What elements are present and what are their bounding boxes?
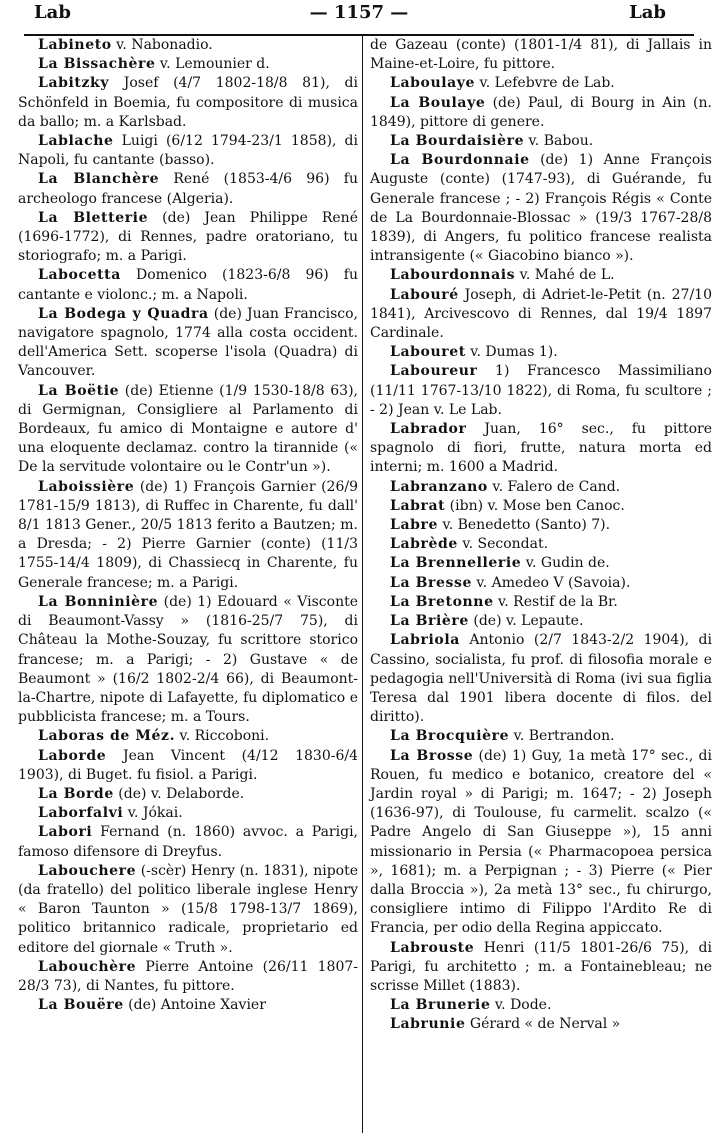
entry-headword: Labourdonnais	[390, 267, 516, 284]
entry-text: v. Bertrandon.	[509, 728, 615, 745]
entry-headword: La Brière	[390, 613, 469, 630]
dictionary-entry	[370, 362, 712, 420]
entry-headword: Laboulaye	[390, 75, 476, 92]
entry-text: v. Lefebvre de Lab.	[475, 75, 615, 92]
entry-text: Fernand (n. 1860) avvoc. a Parigi, famoso difensore di Dreyfus.	[18, 824, 358, 860]
entry-text: (de) Juan Francisco, navigatore spagnolo, 1774 alla costa occident. dell'America Sett. scoperse l'isola (Quadra) di Vancouver.	[18, 305, 358, 380]
entry-headword: La Bourdonnaie	[390, 152, 530, 169]
dictionary-entry	[370, 478, 712, 497]
dictionary-entry	[18, 727, 358, 746]
entry-text: Josef (4/7 1802-18/8 81), di Schönfeld in Boemia, fu compositore di musica da ballo; m. a Karlsbad.	[18, 75, 358, 130]
entry-headword: La Brocquière	[390, 728, 510, 745]
dictionary-entry	[370, 1015, 712, 1034]
entry-text: v. Riccoboni.	[175, 728, 270, 745]
dictionary-entry	[370, 151, 712, 266]
entry-text: Jean Vincent (4/12 1830-6/4 1903), di Buget. fu fisiol. a Parigi.	[18, 747, 358, 783]
entry-headword: La Brunerie	[390, 997, 491, 1014]
entry-text: v. Nabonadio.	[111, 37, 213, 53]
entry-text: (de) v. Delaborde.	[113, 785, 245, 802]
dictionary-entry	[18, 996, 358, 1015]
dictionary-entry	[18, 170, 358, 208]
entry-headword: La Brennellerie	[390, 555, 522, 572]
entry-text: (de) Antoine Xavier	[123, 997, 266, 1014]
entry-text: v. Dumas 1).	[465, 344, 558, 361]
dictionary-entry	[370, 612, 712, 631]
dictionary-entry	[18, 823, 358, 861]
dictionary-entry	[370, 939, 712, 997]
dictionary-entry	[370, 94, 712, 132]
entry-text: v. Benedetto (Santo) 7).	[438, 517, 611, 534]
dictionary-entry	[370, 36, 712, 74]
entry-text: (-scèr) Henry (n. 1831), nipote (da fratello) del politico liberale inglese Henry « Baron Taunton » (15/8 1798-13/7 1869), politico britannico radicale, proprietario ed editore del giornale « Truth ».	[18, 862, 358, 956]
entry-text: Juan, 16° sec., fu pittore spagnolo di fiori, frutte, natura morta ed interni; m. 1600 a Madrid.	[370, 421, 712, 476]
entry-headword: Laboissière	[38, 478, 135, 495]
entry-headword: Laboureur	[390, 363, 478, 380]
entry-headword: La Bouëre	[38, 997, 124, 1014]
dictionary-entry	[370, 996, 712, 1015]
header-right-guide-word: Lab	[629, 2, 666, 23]
entry-headword: Labriola	[390, 632, 460, 649]
dictionary-entry	[18, 785, 358, 804]
entry-headword: La Boëtie	[38, 382, 120, 399]
dictionary-entry	[370, 727, 712, 746]
entry-headword: Labouret	[390, 344, 466, 361]
entry-text: v. Lemounier d.	[155, 56, 270, 73]
entry-text: Joseph, di Adriet-le-Petit (n. 27/10 1841), Arcivescovo di Rennes, dal 19/4 1897 Cardinale.	[370, 286, 712, 342]
dictionary-entry	[370, 132, 712, 151]
dictionary-entry	[18, 132, 358, 170]
dictionary-entry	[370, 516, 712, 535]
entry-text: (de) 1) Anne François Auguste (conte) (1747-93), di Guérande, fu Generale francese ; - 2) François Régis « Conte de La Bourdonnaie-Blossac » (19/3 1767-28/8 1839), di Angers, fu politico francese realista intransigente (« Giacobino bianco »).	[370, 152, 712, 265]
entry-text: v. Mahé de L.	[515, 267, 615, 284]
entry-text: (de) 1) François Garnier (26/9 1781-15/9 1813), di Ruffec in Charente, fu dall' 8/1 1813 Gener., 20/5 1813 ferito a Bautzen; m. a Dresda; - 2) Pierre Garnier (conte) (11/3 1755-14/4 1809), di Chassiecq in Charente, fu Generale francese; m. a Parigi.	[18, 478, 358, 591]
entry-text: v. Secondat.	[457, 536, 549, 553]
entry-headword: Labouchere	[38, 862, 137, 879]
dictionary-entry	[370, 343, 712, 362]
entry-headword: La Bletterie	[38, 209, 149, 226]
dictionary-entry	[18, 266, 358, 304]
entry-headword: Labori	[38, 824, 93, 841]
column-divider	[362, 36, 363, 1133]
entry-headword: Labitzky	[38, 75, 110, 92]
page-number: — 1157 —	[309, 2, 409, 23]
entry-headword: Labrouste	[390, 939, 475, 956]
entry-headword: Laboras de Méz.	[38, 728, 176, 745]
entry-text: (de) v. Lepaute.	[468, 613, 584, 630]
entry-headword: Labouré	[390, 286, 459, 303]
entry-text: (ibn) v. Mose ben Canoc.	[445, 497, 625, 514]
entry-headword: Laborfalvi	[38, 805, 124, 822]
entry-headword: Lablache	[38, 133, 114, 150]
entry-headword: La Bresse	[390, 574, 472, 591]
entry-text: Pierre Antoine (26/11 1807-28/3 73), di Nantes, fu pittore.	[18, 958, 358, 994]
entry-text: v. Babou.	[524, 133, 594, 150]
entry-headword: La Borde	[38, 785, 114, 802]
entry-text: Domenico (1823-6/8 96) fu cantante e violonc.; m. a Napoli.	[18, 267, 358, 303]
page-header	[24, 0, 694, 36]
entry-text: Luigi (6/12 1794-23/1 1858), di Napoli, fu cantante (basso).	[18, 133, 358, 169]
dictionary-entry	[370, 574, 712, 593]
entry-headword: Labrède	[390, 536, 458, 553]
header-left-guide-word: Lab	[34, 2, 71, 23]
dictionary-entry	[370, 593, 712, 612]
entry-text: v. Restif de la Br.	[493, 593, 618, 610]
entry-headword: La Bretonne	[390, 593, 494, 610]
entry-headword: La Bonninière	[38, 593, 159, 610]
entry-headword: Laborde	[38, 747, 107, 764]
entry-headword: Labocetta	[38, 267, 121, 284]
dictionary-entry	[18, 804, 358, 823]
entry-headword: Labre	[390, 517, 438, 534]
entry-headword: Labouchère	[38, 958, 137, 975]
dictionary-entry	[18, 747, 358, 785]
dictionary-entry	[370, 535, 712, 554]
entry-text: Gérard « de Nerval »	[465, 1016, 621, 1033]
entry-headword: Labineto	[38, 37, 112, 53]
dictionary-entry	[370, 266, 712, 285]
left-column	[18, 36, 358, 1015]
entry-text: Antonio (2/7 1843-2/2 1904), di Cassino, socialista, fu prof. di filosofia morale e pedagogia nell'Università di Roma (ivi sua figlia Teresa dal 1901 libera docente di filos. del diritto).	[370, 632, 712, 726]
entry-headword: Labranzano	[390, 478, 488, 495]
entry-text: (de) Jean Philippe René (1696-1772), di Rennes, padre oratoriano, tu storiografo; m. a Parigi.	[18, 209, 358, 265]
entry-headword: Labrunie	[390, 1016, 466, 1033]
entry-text: v. Falero de Cand.	[487, 478, 621, 495]
dictionary-entry	[370, 747, 712, 939]
entry-headword: La Bodega y Quadra	[38, 305, 209, 322]
entry-headword: La Bissachère	[38, 56, 156, 73]
entry-text: v. Gudin de.	[521, 555, 610, 572]
entry-text: Henri (11/5 1801-26/6 75), di Parigi, fu architetto ; m. a Fontainebleau; ne scrisse Millet (1883).	[370, 939, 712, 994]
dictionary-entry	[18, 305, 358, 382]
entry-text: (de) 1) Guy, 1a metà 17° sec., di Rouen, fu medico e botanico, creatore del « Jardin royal » di Parigi; m. 1647; - 2) Joseph (1636-97), di Toulouse, fu carmelit. scalzo (« Padre Angelo di San Giuseppe »), 15 anni missionario in Persia (« Pharmacopoea persica », 1681); m. a Perpignan ; - 3) Pierre (« Pier dalla Broccia »), 2a metà 13° sec., fu chirurgo, consigliere intimo di Filippo l'Ardito Re di Francia, per odio della Regina appiccato.	[370, 747, 712, 937]
entry-headword: La Bourdaisière	[390, 133, 525, 150]
dictionary-entry	[18, 478, 358, 593]
dictionary-entry	[18, 593, 358, 727]
entry-headword: Labrat	[390, 497, 446, 514]
entry-headword: La Brosse	[390, 747, 474, 764]
dictionary-entry	[18, 862, 358, 958]
dictionary-entry	[18, 958, 358, 996]
entry-headword: La Boulaye	[390, 94, 486, 111]
dictionary-entry	[370, 420, 712, 478]
dictionary-entry	[370, 286, 712, 344]
dictionary-entry	[18, 55, 358, 74]
dictionary-entry	[18, 209, 358, 267]
entry-text: v. Dode.	[490, 997, 552, 1014]
entry-text: 1) Francesco Massimiliano (11/11 1767-13/10 1822), di Roma, fu scultore ; - 2) Jean v. Le Lab.	[370, 363, 712, 418]
entry-text: (de) 1) Edouard « Visconte di Beaumont-Vassy » (1816-25/7 75), di Château la Mothe-Souzay, fu scrittore storico francese; m. a Parigi; - 2) Gustave « de Beaumont » (16/2 1802-2/4 66), di Beaumont-la-Chartre, nipote di Lafayette, fu diplomatico e pubblicista francese; m. a Tours.	[18, 593, 358, 726]
dictionary-entry	[18, 36, 358, 55]
dictionary-entry	[370, 554, 712, 573]
entry-text: de Gazeau (conte) (1801-1/4 81), di Jallais in Maine-et-Loire, fu pittore.	[370, 37, 712, 73]
dictionary-entry	[18, 74, 358, 132]
entry-text: (de) Etienne (1/9 1530-18/8 63), di Germignan, Consigliere al Parlamento di Bordeaux, fu amico di Montaigne e autore d' una eloquente declamaz. contro la tirannide (« De la servitude volontaire ou le Contr'un »).	[18, 382, 358, 476]
entry-headword: Labrador	[390, 421, 467, 438]
entry-headword: La Blanchère	[38, 171, 160, 188]
entry-text: (de) Paul, di Bourg in Ain (n. 1849), pittore di genere.	[370, 94, 712, 130]
dictionary-entry	[370, 631, 712, 727]
entry-text: v. Jókai.	[123, 805, 183, 822]
dictionary-entry	[18, 382, 358, 478]
dictionary-entry	[370, 497, 712, 516]
dictionary-entry	[370, 74, 712, 93]
entry-text: v. Amedeo V (Savoia).	[471, 574, 631, 591]
entry-text: René (1853-4/6 96) fu archeologo francese (Algeria).	[18, 171, 358, 207]
right-column	[370, 36, 712, 1035]
